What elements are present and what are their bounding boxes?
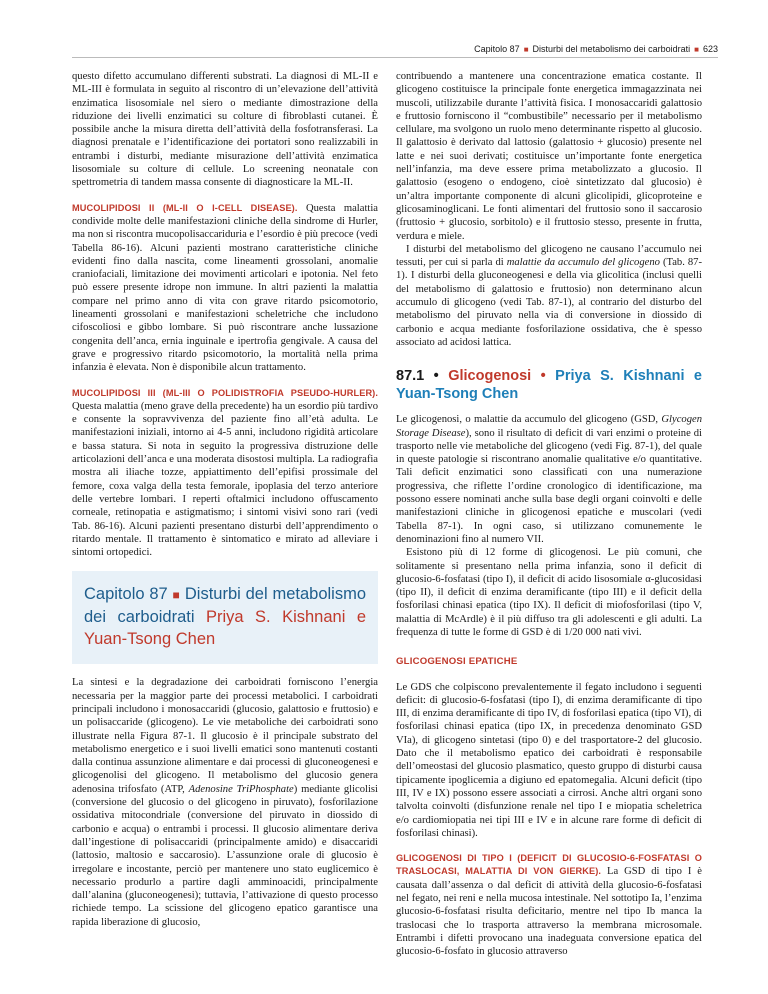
run-in-heading: MUCOLIPIDOSI II (ML-II O I-CELL DISEASE). xyxy=(72,202,298,213)
run-in-heading: GLICOGENOSI DI TIPO I (DEFICIT DI GLUCOSIO-6-FOSFATASI O TRASLOCASI, MALATTIA DI VON GIERKE). xyxy=(396,853,702,877)
paragraph-ml-ii: MUCOLIPIDOSI II (ML-II O I-CELL DISEASE). Questa malattia condivide molte delle manifestazioni cliniche della sindrome di Hurler, ma non si riscontra mucopolisaccariduria e l’esordio è più precoce (vedi Tabella 86-16). Alcuni pazienti mostrano caratteristiche cliniche evidenti fino dalla nascita, come lineamenti grossolani, anomalie craniofaciali, limitazione dei movimenti articolari e ipotonia. Nel feto può essere presente idrope non immune. In altri pazienti la malattia compare nel primo anno di vita con grave ritardo psicomotorio, lineamenti grossolani e manifestazioni scheletriche che includono cifoscoliosi e gibbo lombare. Si può riscontrare anche lussazione congenita dell’anca, ernia inguinale e ipertrofia gengivale. A causa del grave e progressivo ritardo psicomotorio, la mortalità nella prima infanzia è elevata. Non è disponibile alcun trattamento. xyxy=(72,202,378,374)
paragraph: Le GDS che colpiscono prevalentemente il fegato includono i seguenti deficit: di glucosio-6-fosfatasi (tipo I), di enzima deramificante di tipo III, di enzima deramificante di tipo IV, di fosforilasi epatica (tipo VI), di fosforilasi chinasi epatica (tipo IX, in precedenza denominato GSD VIa), di glicogeno sintetasi (tipo 0) e del trasportatore-2 del glucosio. Dato che il metabolismo epatico dei carboidrati è responsabile dell’omeostasi del glucosio plasmatico, questo gruppo di disturbi causa tipicamente ipoglicemia a digiuno ed epatomegalia. Alcuni deficit (tipo III, IV e IX) possono essere associati a cirrosi. Anche altri organi sono talvolta coinvolti (disfunzione renale nel tipo I e miopatia scheletrica e/o cardiomiopatia nei tipi III e IV e in alcune rare forme di deficit di fosforilasi chinasi). xyxy=(396,681,702,839)
square-bullet-icon: ■ xyxy=(523,45,529,54)
paragraph: La sintesi e la degradazione dei carboidrati forniscono l’energia necessaria per la maggior parte dei processi metabolici. I carboidrati principali includono i monosaccaridi (glucosio, galattosio e fruttosio) e un polisaccaride (glicogeno). Le vie metaboliche dei carboidrati sono illustrate nella Figura 87-1. Il glucosio è il principale substrato del metabolismo energetico e i suoi livelli ematici sono mantenuti costanti dalla continua assunzione alimentare e dai processi di gluconeogenesi e glicogenolisi del glicogeno. Il metabolismo del glucosio genera adenosina trifosfato (ATP, Adenosine TriPhosphate) mediante glicolisi (conversione del glucosio o del glicogeno in piruvato), fosforilazione ossidativa mitocondriale (conversione del piruvato in diossido di carbonio e acqua) o entrambi i processi. Il glucosio alimentare deriva dall’ingestione di polisaccaridi (principalmente amido) e disaccaridi (lattosio, maltosio e saccarosio). L’assunzione orale di glucosio è irregolare e incostante, perciò per mantenere uno stato euglicemico è necessario produrlo a partire dagli amminoacidi, principalmente dall’alanina (gluconeogenesi); tuttavia, l’attivazione di questo processo richiede tempo. La scissione del glicogeno epatico garantisce una rapida liberazione di glucosio, xyxy=(72,677,378,928)
paragraph-gsd-type-i: GLICOGENOSI DI TIPO I (DEFICIT DI GLUCOSIO-6-FOSFATASI O TRASLOCASI, MALATTIA DI VON GIERKE). La GSD di tipo I è causata dall’assenza o dal deficit di attività della glucosio-6-fosfatasi nel fegato, nei reni e nella mucosa intestinale. Nel sottotipo Ia, l’enzima glucosio-6-fosfatasi risulta deficitario, mentre nel tipo Ib manca la traslocasi che lo trasporta attraverso la membrana microsomale. Entrambi i difetti provocano una inadeguata conversione epatica del glucosio-6-fosfato in glucosio attraverso xyxy=(396,853,702,958)
header-rule xyxy=(72,57,718,58)
right-column xyxy=(396,70,702,959)
square-bullet-icon: ■ xyxy=(694,45,699,54)
running-head-chapter: Capitolo 87 xyxy=(474,44,520,54)
section-title: Glicogenosi • xyxy=(448,368,546,385)
paragraph: questo difetto accumulano differenti substrati. La diagnosi di ML-II e ML-III è formulata in seguito al riscontro di un’elevazione dell’attività enzimatica lisosomiale nel siero o mediante dimostrazione della riduzione dei livelli enzimatici su colture di fibroblasti cutanei. È possibile anche la misura diretta dell’attività della fosfotransferasi. La diagnosi prenatale e l’identificazione dei portatori sono realizzabili in entrambi i disturbi, mediante misurazione dell’attività enzimatica lisosomiale su colture di cellule. Lo screening neonatale con spettrometria di tandem massa consente di diagnosticare la ML-II. xyxy=(72,71,378,189)
paragraph-ml-iii: MUCOLIPIDOSI III (ML-III O POLIDISTROFIA PSEUDO-HURLER). Questa malattia (meno grave della precedente) ha un esordio più tardivo e consente la sopravvivenza del paziente fino all’età adulta. Le manifestazioni iniziali, intorno ai 4-5 anni, includono rigidità articolare e bassa statura. Si nota in seguito la progressiva distruzione delle articolazioni dell’anca e una moderata disostosi multipla. La radiografia mostra ali iliache tozze, appiattimento dell’epifisi prossimale del femore, coxa valga della testa femorale, ipoplasia del terzo anteriore delle vertebre lombari. I reperti oftalmici includono offuscamento corneale, retinopatia e astigmatismo; i sintomi visivi sono rari (vedi Tab. 86-16). Alcuni pazienti presentano disturbi dell’apprendimento o ritardo mentale. Il trattamento è sintomatico e mirato ad alleviare i sintomi ortopedici. xyxy=(72,387,378,559)
paragraph: Le glicogenosi, o malattie da accumulo del glicogeno (GSD, Glycogen Storage Disease), sono il risultato di deficit di vari enzimi o proteine di trasporto nelle vie metaboliche del glicogeno (vedi Fig. 87-1), del quale in queste patologie si riscontrano anomalie qualitative e/o quantitative. Tali deficit enzimatici sono classificati con una numerazione progressiva, che riflette l’ordine cronologico di identificazione, ma possono essere nominati anche sulla base degli organi coinvolti e delle manifestazioni cliniche in glicogenosi epatiche e muscolari (vedi Tabella 87-1). In ogni caso, si utilizzano comunemente le denominazioni fino al numero VII. xyxy=(396,414,702,545)
section-heading: 87.1 • Glicogenosi • Priya S. Kishnani e Yuan-Tsong Chen xyxy=(396,368,702,403)
paragraph: Esistono più di 12 forme di glicogenosi. Le più comuni, che solitamente si presentano nella prima infanzia, sono il deficit di glucosio-6-fosfatasi (tipo I), il deficit di acido lisosomiale α-glucosidasi (tipo II), il deficit di enzima deramificante (tipo III) e il deficit della fosforilasi chinasi epatica (tipo IX). Il deficit di miofosforilasi (tipo V, malattia di McArdle) è il più diffuso tra gli adolescenti e gli adulti. La frequenza di tutte le forme di GSD è di 1/20 000 nati vivi. xyxy=(396,547,702,638)
running-head xyxy=(474,44,718,54)
page-number: 623 xyxy=(702,44,718,54)
left-column xyxy=(72,70,378,929)
paragraph: contribuendo a mantenere una concentrazione ematica costante. Il glicogeno costituisce la principale fonte energetica immagazzinata nei muscoli, utilizzabile durante l’attività fisica. I monosaccaridi galattosio e fruttosio forniscono il “combustibile” necessario per il metabolismo cellulare, ma svolgono un ruolo meno determinante rispetto al glucosio. Il galattosio è derivato dal lattosio (galattosio + glucosio) presente nel latte e nei suoi derivati; costituisce un’importante fonte energetica nell’infanzia, ma deve essere prima metabolizzato a glucosio. Il galattosio (esogeno o endogeno, cioè sintetizzato dal glucosio) è un’altra importante componente di alcuni glicolipidi, glicoproteine e glicosaminoglicani. Le fonti alimentari del fruttosio sono il saccarosio (fruttosio + glucosio, sorbitolo) e il fruttosio stesso, presente in frutta, verdura e miele. xyxy=(396,71,702,242)
chapter-authors: Priya S. Kishnani e Yuan-Tsong Chen xyxy=(84,608,367,649)
subheading: GLICOGENOSI EPATICHE xyxy=(396,656,518,668)
square-bullet-icon: ■ xyxy=(172,588,181,603)
paragraph: I disturbi del metabolismo del glicogeno ne causano l’accumulo nei tessuti, per cui si parla di malattie da accumulo del glicogeno (Tab. 87-1). I disturbi della gluconeogenesi e della via glicolitica (inclusi quelli del metabolismo di galattosio e fruttosio) non determinano alcun accumulo di glicogeno (vedi Tab. 87-1), al contrario del disturbo del metabolismo del piruvato nella via di conversione in diossido di carbonio e acqua mediante fosforilazione ossidativa, che è spesso associato ad acidosi lattica. xyxy=(396,243,703,348)
chapter-title: Capitolo 87 ■ Disturbi del metabolismo dei carboidrati Priya S. Kishnani e Yuan-Tsong Chen xyxy=(84,585,367,649)
run-in-heading: MUCOLIPIDOSI III (ML-III O POLIDISTROFIA PSEUDO-HURLER). xyxy=(72,387,378,398)
running-head-title: Disturbi del metabolismo dei carboidrati xyxy=(532,44,691,54)
section-authors: Priya S. Kishnani e Yuan-Tsong Chen xyxy=(396,368,702,403)
chapter-title-box xyxy=(72,571,378,664)
